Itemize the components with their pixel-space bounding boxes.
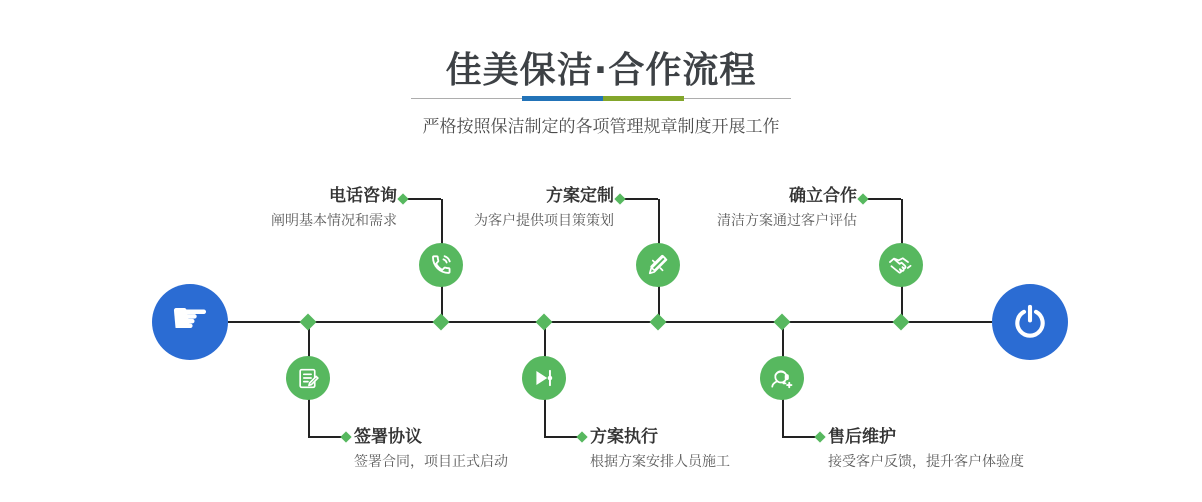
step-node-contract [286,356,330,400]
step-title: 方案执行 [590,427,658,447]
power-icon [1011,303,1049,341]
step-node-handshake [879,243,923,287]
divider-green-segment [603,96,684,101]
timeline-diamond-marker [650,314,667,331]
step-title: 方案定制 [546,186,614,206]
step-title: 签署协议 [354,427,422,447]
flow-start-node [152,284,228,360]
timeline-diamond-marker [774,314,791,331]
label-diamond-bullet [814,431,825,442]
step-title: 电话咨询 [329,186,397,206]
divider-blue-segment [522,96,603,101]
timeline-diamond-marker [300,314,317,331]
step-desc: 签署合同，项目正式启动 [354,454,508,470]
design-tools-icon [645,252,671,278]
step-title: 确立合作 [789,186,857,206]
step-node-execute [522,356,566,400]
title-divider [411,96,791,101]
step-desc: 接受客户反馈，提升客户体验度 [828,454,1024,470]
label-diamond-bullet [857,193,868,204]
timeline-line [228,321,992,323]
contract-icon [296,366,321,391]
page-subtitle: 严格按照保洁制定的各项管理规章制度开展工作 [422,117,780,137]
label-diamond-bullet [614,193,625,204]
play-slider-icon [531,365,557,391]
step-label-plan-custom [474,186,614,231]
step-label-phone-consult [271,186,397,231]
step-node-design [636,243,680,287]
timeline-diamond-marker [433,314,450,331]
step-desc: 根据方案安排人员施工 [590,454,730,470]
label-diamond-bullet [576,431,587,442]
step-title: 售后维护 [828,427,896,447]
step-desc: 阐明基本情况和需求 [271,213,397,229]
timeline-diamond-marker [536,314,553,331]
handshake-icon [887,251,915,279]
step-label-plan-execute [590,427,730,472]
timeline-diamond-marker [893,314,910,331]
step-node-phone [419,243,463,287]
step-node-support [760,356,804,400]
step-label-establish-coop [717,186,857,231]
step-desc: 为客户提供项目策策划 [474,213,614,229]
label-diamond-bullet [340,431,351,442]
headset-support-icon [769,365,795,391]
page-title: 佳美保洁·合作流程 [445,50,757,91]
step-label-sign-agreement [354,427,508,472]
flow-end-node [992,284,1068,360]
phone-icon [428,252,454,278]
step-desc: 清洁方案通过客户评估 [717,213,857,229]
step-label-aftersales [828,427,1024,472]
pointing-hand-icon: ☛ [170,293,210,344]
label-diamond-bullet [397,193,408,204]
